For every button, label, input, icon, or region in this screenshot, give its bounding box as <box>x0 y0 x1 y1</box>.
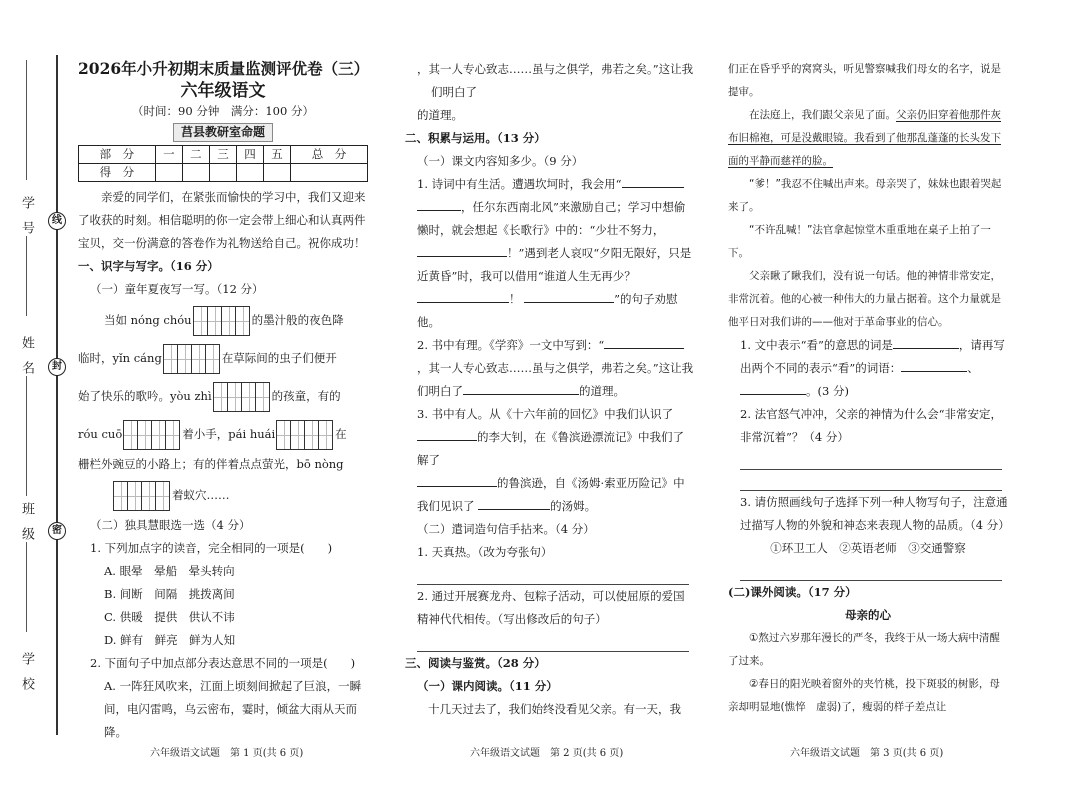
answer-blank[interactable] <box>417 426 477 441</box>
question-text: ！ <box>509 292 521 306</box>
passage-paragraph: “爹！”我忍不住喊出声来。母亲哭了，妹妹也跟着哭起来了。 <box>728 178 1002 213</box>
answer-blank[interactable] <box>417 242 507 257</box>
question-text: 的李大钊，在《鲁滨逊漂流记》中我们了解了 <box>417 430 684 467</box>
seal-secret: 密 <box>48 522 66 540</box>
answer-blank[interactable] <box>893 334 959 349</box>
pinyin-text: 的墨汁般的夜色降 <box>251 313 344 327</box>
pinyin-text: 当如 nóng chóu <box>104 313 192 327</box>
passage-paragraph: 父亲瞅了瞅我们，没有说一句话。他的神情非常安定，非常沉着。他的心被一种伟大的力量占据着。这个力量就是他平日对我们讲的——他对于革命事业的信心。 <box>728 270 1001 328</box>
score-cell[interactable] <box>264 164 291 182</box>
underlined-sentence: 父亲仍旧穿着他那件灰布旧棉袍，可是没戴眼镜。我看到了他那乱蓬蓬的长头发下面的平静而慈祥的脸。 <box>728 109 1001 167</box>
option-a: A. 眼晕 晕船 晕头转向 <box>104 564 235 578</box>
intro-text: 亲爱的同学们，在紧张而愉快的学习中，我们又迎来了收获的时刻。相信聪明的你一定会带上细心和认真两件宝贝，交一份满意的答卷作为礼物送给自己。祝你成功！ <box>78 190 366 250</box>
pinyin-text: 着蚁穴…… <box>172 488 230 502</box>
question-text: ，请再写出两个不同的表示“看”的词语： <box>740 338 1005 375</box>
score-header: 四 <box>236 146 263 164</box>
name-label: 姓 名 <box>19 336 34 379</box>
exam-subtitle: 六年级语文 <box>180 81 266 101</box>
char-boxes[interactable] <box>164 344 220 374</box>
answer-blank[interactable] <box>463 380 579 395</box>
sentence-task-1: 1. 天真热。（改为夸张句） <box>417 545 553 559</box>
subsection-heading: （二）独具慧眼选一选（4 分） <box>90 518 251 532</box>
answer-blank[interactable] <box>622 173 684 188</box>
question-text: ！”遇到老人哀叹“夕阳无限好，只是近黄昏”时，我可以借用“谁道人生无再少？ <box>417 246 692 283</box>
answer-blank[interactable] <box>901 357 967 372</box>
char-boxes[interactable] <box>114 481 170 511</box>
question-text: 的道理。 <box>579 384 625 398</box>
question-text: 的汤姆。 <box>550 499 597 513</box>
reading-question-3: 3. 请仿照画线句子选择下列一种人物写句子，注意通过描写人物的外貌和神态来表现人物的品质。（4 分） <box>740 495 1010 532</box>
question-text: 1. 文中表示“看”的意思的词是 <box>740 338 893 352</box>
page-footer: 六年级语文试题 第 3 页(共 6 页) <box>790 748 944 759</box>
answer-blank[interactable] <box>740 380 806 395</box>
char-boxes[interactable] <box>194 306 250 336</box>
subsection-heading: （一）课内阅读。（11 分） <box>417 679 558 693</box>
option-a: A. 一阵狂风吹来，江面上顷刻间掀起了巨浪，一瞬间，电闪雷鸣，乌云密布，霎时，倾盆大雨从天而降。 <box>104 679 362 739</box>
q1-poetry <box>405 173 695 334</box>
answer-blank[interactable] <box>417 288 509 303</box>
exam-title: 2026年小升初期末质量监测评优卷（三） <box>78 59 370 78</box>
story-paragraph: ②春日的阳光映着窗外的夹竹桃，投下斑驳的树影，母亲却明显地(憔悴 虚弱)了，瘦弱的样子差点让 <box>728 678 1000 713</box>
sentence-task-2: 2. 通过开展赛龙舟、包粽子活动，可以使屈原的爱国精神代代相传。（写出修改后的句子） <box>417 589 685 626</box>
answer-line[interactable] <box>740 449 1002 470</box>
answer-blank[interactable] <box>417 196 461 211</box>
question-text: ，其一人专心致志……虽与之俱学，弗若之矣。”这让我们明白了 <box>417 361 694 398</box>
score-header: 二 <box>182 146 209 164</box>
option-b: ，其一人专心致志……虽与之俱学，弗若之矣。”这让我们明白了 <box>417 62 694 99</box>
pinyin-line <box>78 415 368 453</box>
char-boxes[interactable] <box>277 420 333 450</box>
passage-paragraph: 们正在昏乎乎的窝窝头，听见警察喊我们母女的名字，说是提审。 <box>728 63 1001 98</box>
score-cell[interactable] <box>209 164 236 182</box>
option-c: 的道理。 <box>417 108 463 122</box>
question-text: 2. 书中有理。《学弈》一文中写到：“ <box>417 338 605 352</box>
score-header: 五 <box>264 146 291 164</box>
fill-line <box>26 542 27 632</box>
answer-line[interactable] <box>417 564 689 585</box>
score-row-label: 得 分 <box>79 164 156 182</box>
score-header: 部 分 <box>79 146 156 164</box>
pinyin-line <box>78 301 368 339</box>
class-label: 班 级 <box>19 502 34 545</box>
answer-blank[interactable] <box>604 334 684 349</box>
pinyin-line <box>78 377 368 415</box>
story-title: 母亲的心 <box>845 608 891 622</box>
score-cell[interactable] <box>236 164 263 182</box>
reading-passage: 十几天过去了，我们始终没看见父亲。有一天，我 <box>428 702 681 716</box>
section-1-heading: 一、识字与写字。（16 分） <box>78 259 219 273</box>
question-1: 1. 下列加点字的读音，完全相同的一项是( ) <box>90 541 333 555</box>
fill-line <box>26 376 27 496</box>
author-bar: 莒县教研室命题 <box>173 123 273 142</box>
pinyin-line: 栅栏外豌豆的小路上；有的伴着点点萤光，bō nòng <box>78 457 344 471</box>
page-column-1 <box>78 58 368 744</box>
option-d: D. 鲜有 鲜亮 鲜为人知 <box>104 633 236 647</box>
seal-seal: 封 <box>48 358 66 376</box>
subsection-heading: （二）遣词造句信手拈来。（4 分） <box>417 522 595 536</box>
binding-margin <box>0 0 68 793</box>
score-header: 总 分 <box>291 146 368 164</box>
story-paragraph: ①熬过六岁那年漫长的严冬，我终于从一场大病中清醒了过来。 <box>728 632 1000 667</box>
pinyin-text: 的孩童，有的 <box>271 389 341 403</box>
page-footer: 六年级语文试题 第 1 页(共 6 页) <box>150 748 304 759</box>
score-cell[interactable] <box>182 164 209 182</box>
passage-paragraph: “不许乱喊！”法官拿起惊堂木重重地在桌子上拍了一下。 <box>728 224 991 259</box>
char-boxes[interactable] <box>124 420 180 450</box>
subsection-heading: （一）课文内容知多少。（9 分） <box>417 154 584 168</box>
answer-line[interactable] <box>740 560 1002 581</box>
q3-characters <box>405 403 695 518</box>
question-options: ①环卫工人 ②英语老师 ③交通警察 <box>770 541 966 555</box>
page-column-3 <box>728 58 1008 719</box>
time-info: （时间：90 分钟 满分：100 分） <box>132 104 314 118</box>
answer-line[interactable] <box>417 631 689 652</box>
score-header: 一 <box>155 146 182 164</box>
pinyin-line <box>78 476 368 514</box>
answer-line[interactable] <box>740 470 1002 491</box>
question-text: 的鲁滨逊，自《汤姆·索亚历险记》中我们见识了 <box>417 476 685 513</box>
question-text: 3. 书中有人。从《十六年前的回忆》中我们认识了 <box>417 407 674 421</box>
question-2: 2. 下面句子中加点部分表达意思不同的一项是( ) <box>90 656 356 670</box>
score-cell[interactable] <box>291 164 368 182</box>
fill-line <box>26 236 27 316</box>
question-text: 1. 诗词中有生活。遭遇坎坷时，我会用“ <box>417 177 622 191</box>
question-text: 、 <box>967 361 979 375</box>
score-table <box>78 145 368 182</box>
answer-blank[interactable] <box>478 495 550 510</box>
school-label: 学 校 <box>19 652 34 695</box>
pinyin-text: róu cuō <box>78 427 123 441</box>
answer-blank[interactable] <box>524 288 614 303</box>
section-2-heading: 二、积累与运用。（13 分） <box>405 131 546 145</box>
passage-text: 在法庭上，我们跟父亲见了面。 <box>749 109 896 121</box>
score-cell[interactable] <box>155 164 182 182</box>
question-text: ”的句子劝慰他。 <box>417 292 678 329</box>
subsection-heading: (二)课外阅读。（17 分） <box>728 585 857 599</box>
fill-line <box>26 60 27 180</box>
answer-blank[interactable] <box>417 472 497 487</box>
option-c: C. 供暖 提供 供认不讳 <box>104 610 235 624</box>
seal-line: 线 <box>48 212 66 230</box>
binding-line <box>56 55 58 735</box>
student-no-label: 学 号 <box>19 196 34 239</box>
option-b: B. 间断 间隔 挑拨离间 <box>104 587 235 601</box>
subsection-heading: （一）童年夏夜写一写。（12 分） <box>90 282 264 296</box>
reading-question-1 <box>728 334 1008 403</box>
pinyin-text: 始了快乐的歌吟。yòu zhì <box>78 389 212 403</box>
pinyin-text: 临时，yǐn cáng <box>78 351 162 365</box>
pinyin-text: 在 <box>335 427 347 441</box>
question-text: 。(3 分) <box>806 384 849 398</box>
q2-book <box>405 334 695 403</box>
page-column-2 <box>405 58 695 721</box>
reading-question-2: 2. 法官怒气冲冲，父亲的神情为什么会“非常安定，非常沉着”？（4 分） <box>740 407 1003 444</box>
score-header: 三 <box>209 146 236 164</box>
question-text: ，任尔东西南北风”来激励自己；学习中想偷懒时，就会想起《长歌行》中的：“少壮不努力， <box>417 200 686 237</box>
pinyin-line <box>78 339 368 377</box>
section-3-heading: 三、阅读与鉴赏。（28 分） <box>405 656 546 670</box>
page-footer: 六年级语文试题 第 2 页(共 6 页) <box>470 748 624 759</box>
pinyin-text: 着小手，pái huái <box>182 427 276 441</box>
char-boxes[interactable] <box>214 382 270 412</box>
pinyin-text: 在草际间的虫子们便开 <box>221 351 337 365</box>
passage-paragraph <box>728 104 1008 173</box>
